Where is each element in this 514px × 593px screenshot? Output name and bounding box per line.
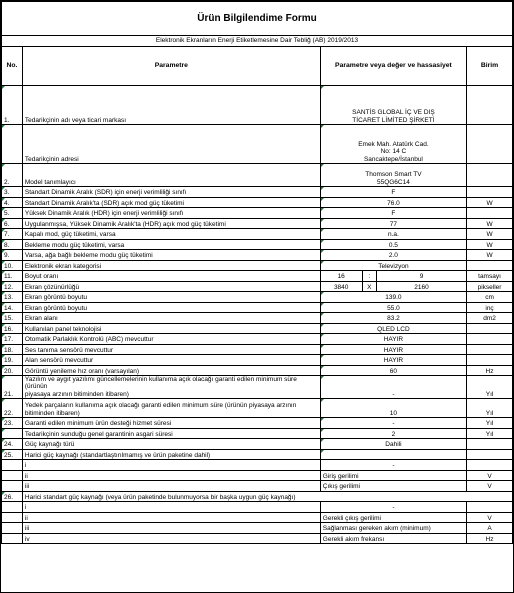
table-row [2,229,513,240]
row-unit [467,86,513,125]
row-parameter: Kullanılan panel teknolojisi [22,323,320,334]
row-parameter: Bekleme modu güç tüketimi, varsa [22,239,320,250]
row-parameter: Ekran görüntü boyutu [22,292,320,303]
table-row [2,86,513,125]
table-row [2,292,513,303]
row-unit [467,355,513,366]
row-value: - [320,418,466,429]
sub-row [2,502,513,513]
header-parameter: Parametre [22,47,320,86]
row-parameter: Harici standart güç kaynağı (veya ürün paketinde bulunmuyorsa bir başka uygun güç kaynağı) [22,491,512,502]
text-line: 55QG6C14 [376,178,410,186]
table-row [2,239,513,250]
table-row [2,449,513,460]
row-number [2,428,23,439]
value-separator: X [362,281,376,292]
sub-value: - [320,460,466,471]
row-value: HAYIR [320,344,466,355]
sub-unit: A [467,523,513,534]
row-unit [467,125,513,164]
row-number: 12. [2,281,23,292]
table-row [2,313,513,324]
table-row [2,281,513,292]
row-unit: tamsayı [467,271,513,282]
row-unit [467,449,513,460]
row-parameter [22,376,320,399]
form-table [1,1,513,544]
row-number: 19. [2,355,23,366]
row-value [320,449,466,460]
table-row [2,491,513,502]
table-row [2,164,513,187]
sub-row [2,460,513,471]
table-row [2,208,513,219]
value-right: 2160 [376,281,466,292]
row-value: 0.5 [320,239,466,250]
row-unit: Yıl [467,376,513,399]
row-number: 9. [2,250,23,261]
value-left: 3840 [320,281,362,292]
value-right: 9 [376,271,466,282]
sub-label: Sağlanması gereken akım (minimum) [320,523,466,534]
table-row [2,271,513,282]
row-parameter: Kapalı mod, güç tüketimi, varsa [22,229,320,240]
row-number [2,481,23,492]
row-unit: W [467,239,513,250]
sub-index: ii [22,512,320,523]
row-number: 10. [2,260,23,271]
row-unit: W [467,250,513,261]
row-number [2,460,23,471]
row-unit: cm [467,292,513,303]
row-number: 24. [2,439,23,450]
table-row [2,344,513,355]
table-row [2,250,513,261]
row-number: 20. [2,365,23,376]
row-unit [467,187,513,198]
value-separator: : [362,271,376,282]
row-unit: inç [467,302,513,313]
row-number: 21. [2,376,23,399]
table-row [2,125,513,164]
row-value: - [320,376,466,399]
sub-unit: V [467,470,513,481]
text-line: TİCARET LİMİTED ŞİRKETİ [352,116,435,124]
row-number: 7. [2,229,23,240]
row-value: 77 [320,218,466,229]
row-value [320,164,466,187]
row-parameter: Ekran çözünürlüğü [22,281,320,292]
row-parameter: Model tanımlayıcı [22,164,320,187]
row-parameter: Ses tanıma sensörü mevcuttur [22,344,320,355]
row-parameter: Varsa, ağa bağlı bekleme modu güç tüketimi [22,250,320,261]
table-row [2,260,513,271]
row-value: n.a. [320,229,466,240]
row-value [320,86,466,125]
sub-row [2,533,513,544]
row-value: 60 [320,365,466,376]
table-row [2,355,513,366]
text-line: Thomson Smart TV [365,171,422,179]
row-unit [467,323,513,334]
row-number: 8. [2,239,23,250]
row-unit: Yıl [467,418,513,429]
row-value: Dahili [320,439,466,450]
row-number: 6. [2,218,23,229]
row-unit [467,208,513,219]
row-parameter: Yüksek Dinamik Aralık (HDR) için enerji verimliliği sınıfı [22,208,320,219]
header-unit: Birim [467,47,513,86]
table-row [2,365,513,376]
row-number: 11. [2,271,23,282]
row-parameter [22,399,320,418]
row-number: 22. [2,399,23,418]
row-number: 25. [2,449,23,460]
row-number: 23. [2,418,23,429]
sub-unit [467,460,513,471]
row-value: 10 [320,399,466,418]
sub-row [2,481,513,492]
row-unit: W [467,218,513,229]
row-value: 2 [320,428,466,439]
table-row [2,399,513,418]
text-line: No: 14 C [380,148,407,156]
row-unit: Yıl [467,399,513,418]
row-unit [467,439,513,450]
row-number: 1. [2,86,23,125]
table-row [2,376,513,399]
table-row [2,197,513,208]
row-parameter: Garanti edilen minimum ürün desteği hizmet süresi [22,418,320,429]
row-parameter: Uygulanmışsa, Yüksek Dinamik Aralık'ta (HDR) açık mod güç tüketimi [22,218,320,229]
table-row [2,334,513,345]
sub-label: Giriş gerilimi [320,470,466,481]
form-title: Ürün Bilgilendime Formu [2,2,513,36]
row-unit [467,164,513,187]
text-line: Sancaktepe/İstanbul [363,155,423,163]
row-parameter: Ekran alanı [22,313,320,324]
row-number: 2. [2,164,23,187]
row-number: 16. [2,323,23,334]
row-value: F [320,187,466,198]
table-row [2,323,513,334]
row-value: 2.0 [320,250,466,261]
table-row [2,187,513,198]
row-value [320,125,466,164]
row-parameter: Boyut oranı [22,271,320,282]
text-line: Yazılım ve aygıt yazılımı güncellemelerinin kullanıma açık olacağı garanti edilen minimum süre (ürünün [24,376,297,391]
row-parameter: Ekran görüntü boyutu [22,302,320,313]
row-unit: Yıl [467,428,513,439]
row-parameter: Otomatik Parlaklık Kontrolü (ABC) mevcuttur [22,334,320,345]
row-unit: W [467,229,513,240]
row-number: 5. [2,208,23,219]
sub-label: Gerekli akım frekansı [320,533,466,544]
sub-row [2,523,513,534]
regulation-subtitle: Elektronik Ekranların Enerji Etiketlemesine Dair Tebliğ (AB) 2019/2013 [2,36,513,47]
table-row [2,428,513,439]
table-row [2,218,513,229]
value-left: 16 [320,271,362,282]
row-unit: dm2 [467,313,513,324]
sub-row [2,512,513,523]
row-parameter: Standart Dinamik Aralık'ta (SDR) açık mod güç tüketimi [22,197,320,208]
row-value: 139.0 [320,292,466,303]
row-parameter: Görüntü yenileme hız oranı (varsayılan) [22,365,320,376]
row-value: 76.0 [320,197,466,208]
row-unit: W [467,197,513,208]
sub-label: Çıkış gerilimi [320,481,466,492]
row-number: 3. [2,187,23,198]
sub-unit: V [467,512,513,523]
row-parameter: Güç kaynağı türü [22,439,320,450]
row-value: Televizyon [320,260,466,271]
text-line: Yedek parçaların kullanıma açık olacağı garanti edilen minimum süre (ürünün piyasaya arzının [24,402,297,410]
sub-row [2,470,513,481]
row-number: 18. [2,344,23,355]
row-number [2,125,23,164]
row-parameter: Harici güç kaynağı (standartlaştırılmamış ve ürün paketine dahil) [22,449,320,460]
row-unit [467,344,513,355]
sub-index: i [22,460,320,471]
row-number [2,533,23,544]
text-line: SANTİS GLOBAL İÇ VE DIŞ [352,109,435,117]
table-row [2,302,513,313]
sub-value: - [320,502,466,513]
row-value: F [320,208,466,219]
row-parameter: Tedarikçinin sunduğu genel garantinin asgari süresi [22,428,320,439]
row-value: 83.2 [320,313,466,324]
header-no: No. [2,47,23,86]
row-parameter: Elektronik ekran kategorisi [22,260,320,271]
row-unit: pikseller [467,281,513,292]
sub-index: iv [22,533,320,544]
row-number: 14. [2,302,23,313]
sub-unit: V [467,481,513,492]
row-unit [467,260,513,271]
row-number: 13. [2,292,23,303]
row-unit [467,334,513,345]
sub-unit [467,502,513,513]
sub-index: iii [22,481,320,492]
sub-unit: Hz [467,533,513,544]
sub-index: iii [22,523,320,534]
sub-label: Gerekli çıkış gerilimi [320,512,466,523]
row-number [2,470,23,481]
sub-index: ii [22,470,320,481]
table-row [2,418,513,429]
row-parameter: Standart Dinamik Aralık (SDR) için enerji verimliliği sınıfı [22,187,320,198]
sub-index: i [22,502,320,513]
row-number [2,523,23,534]
text-line: piyasaya arzının bitiminden itibaren) [24,390,129,398]
row-number: 15. [2,313,23,324]
row-value: QLED LCD [320,323,466,334]
row-parameter: Alan sensörü mevcuttur [22,355,320,366]
row-number [2,502,23,513]
row-number: 26. [2,491,23,502]
row-value: 55.0 [320,302,466,313]
row-unit: Hz [467,365,513,376]
header-value: Parametre veya değer ve hassasiyet [320,47,466,86]
row-value: HAYIR [320,355,466,366]
row-number: 4. [2,197,23,208]
row-number [2,512,23,523]
row-value: HAYIR [320,334,466,345]
row-parameter: Tedarikçinin adı veya ticari markası [22,86,320,125]
text-line: bitiminden itibaren) [24,409,80,417]
table-row [2,439,513,450]
text-line: Emek Mah. Atatürk Cad. [358,140,429,148]
row-parameter: Tedarikçinin adresi [22,125,320,164]
row-number: 17. [2,334,23,345]
